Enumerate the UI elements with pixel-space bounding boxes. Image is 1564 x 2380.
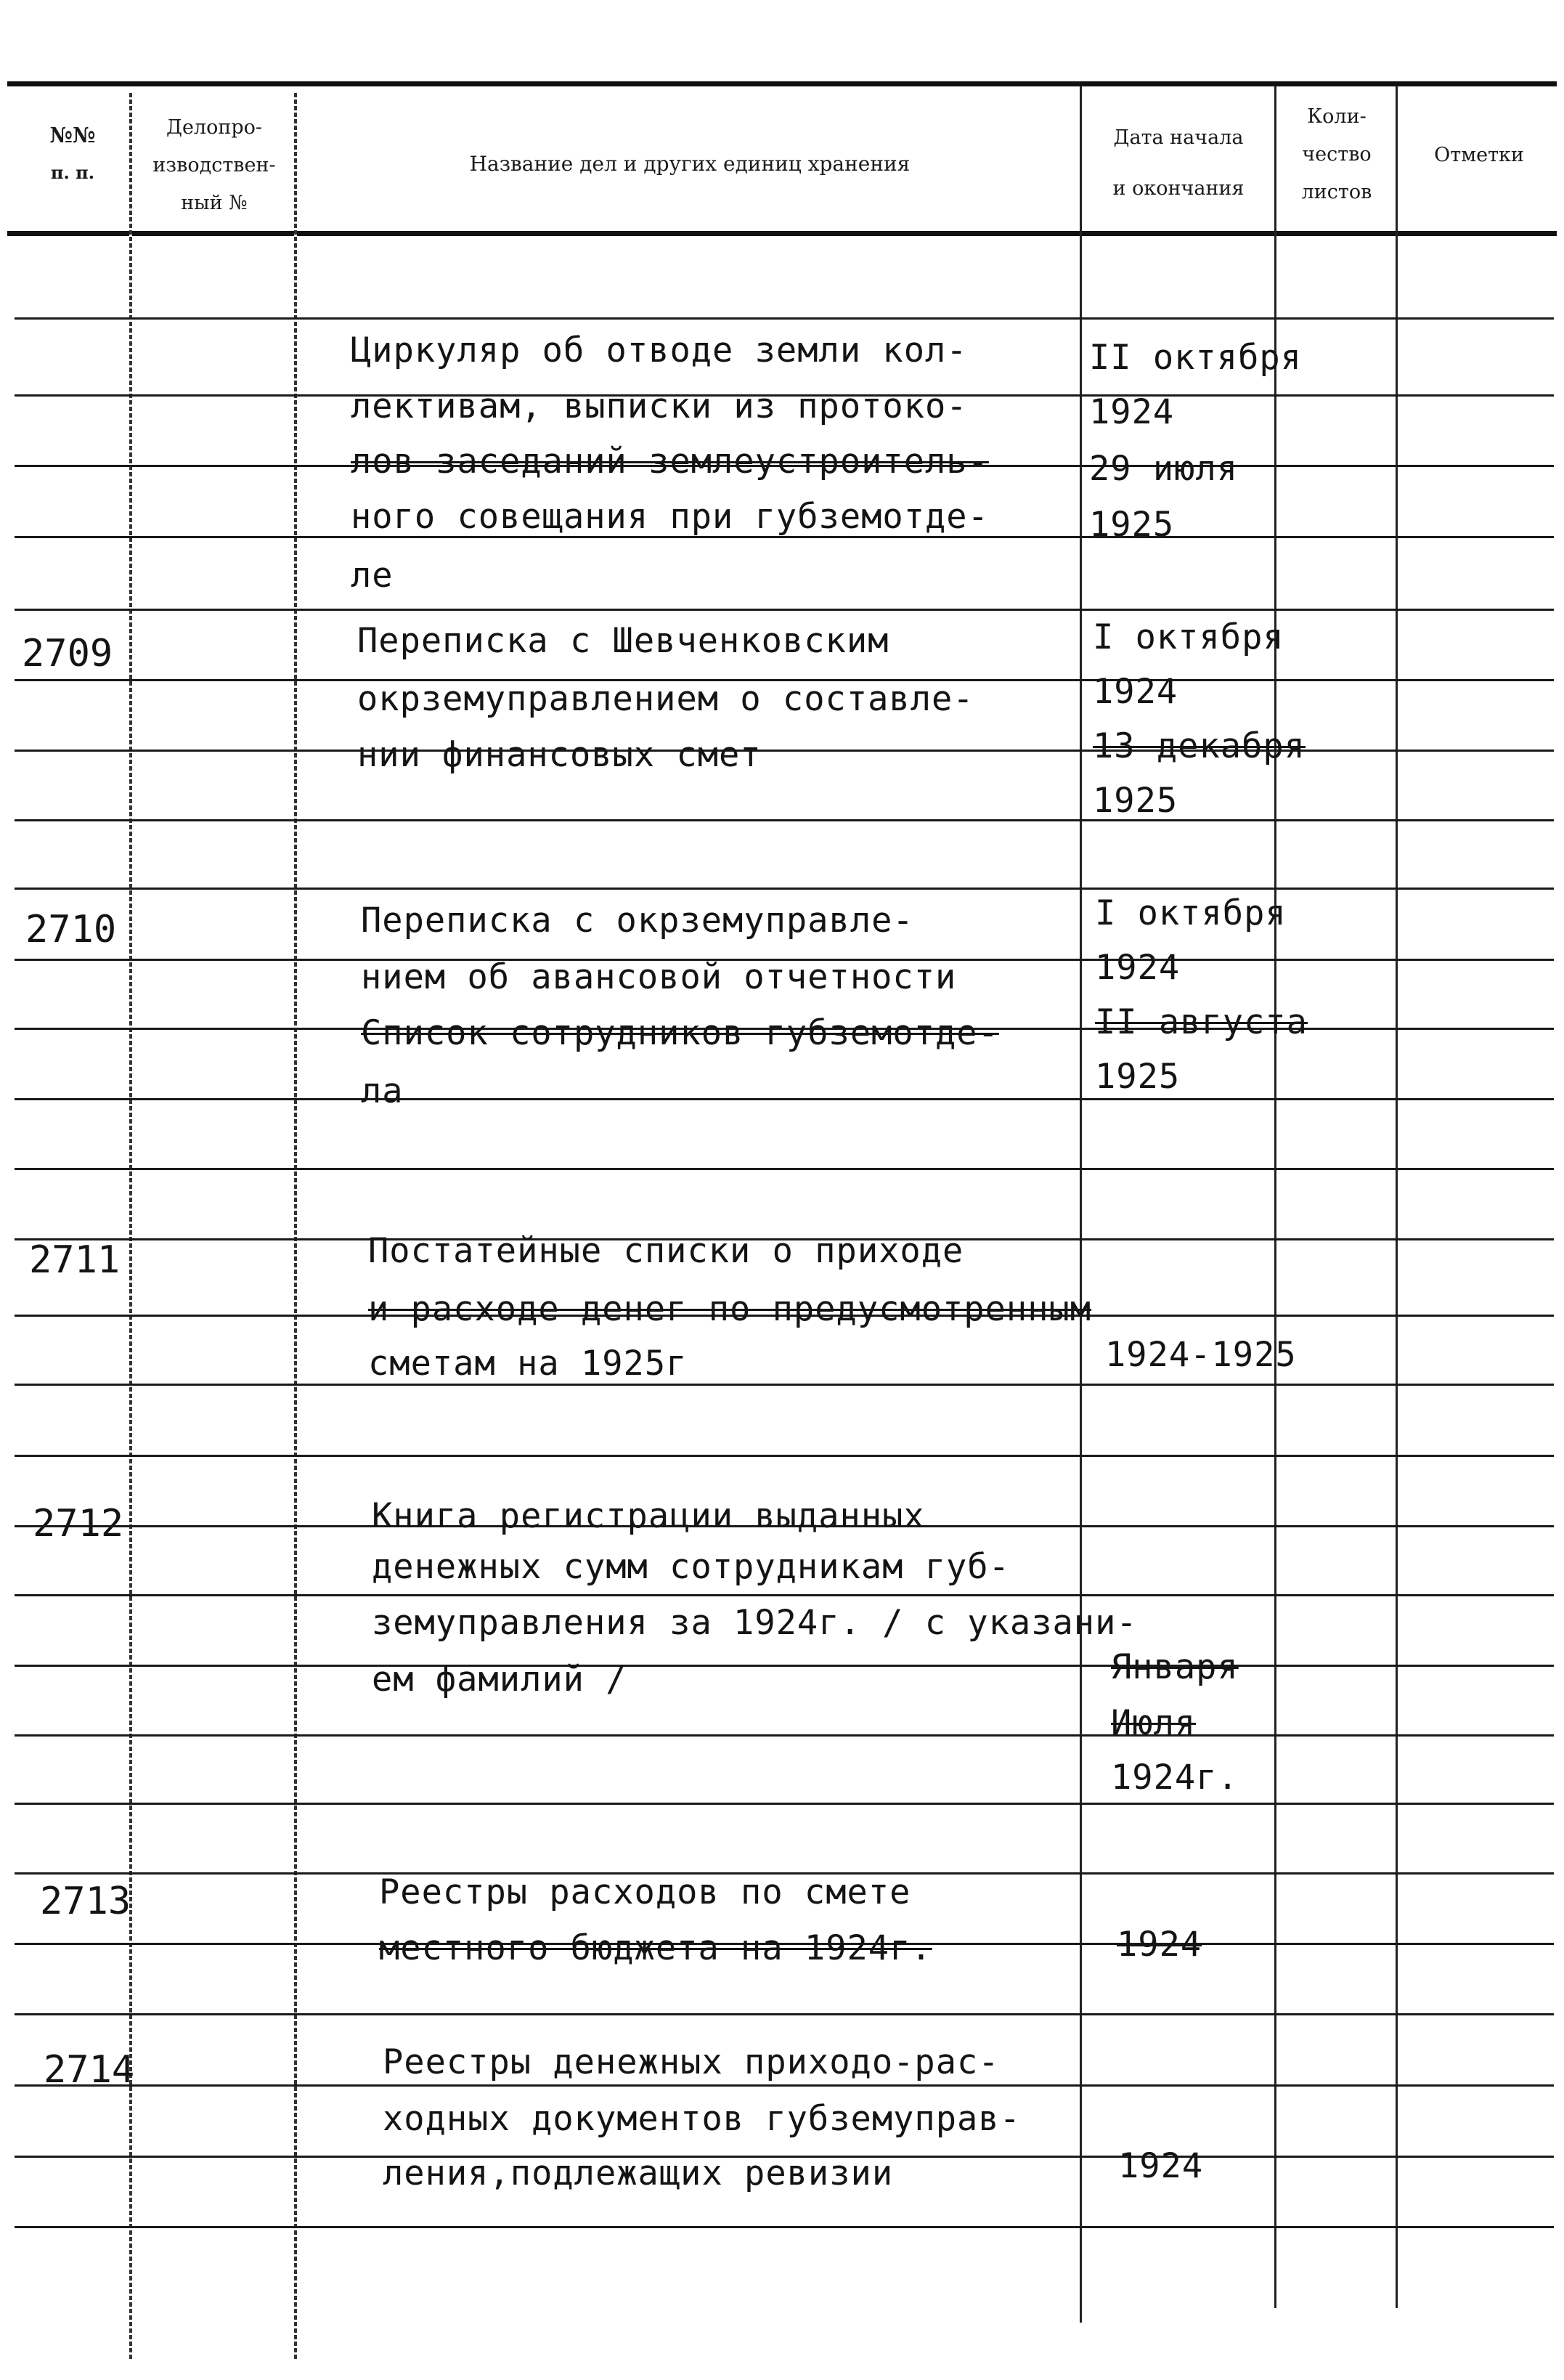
header-office-line2: изводствен- <box>152 154 276 176</box>
entry-title-line: и расходе денег по предусмотренным <box>368 1289 1092 1329</box>
entry-date-line: Января <box>1111 1647 1239 1687</box>
header-office-line1: Делопро- <box>166 116 262 139</box>
entry-date-line: 1925 <box>1093 781 1178 821</box>
header-sheets-line3: листов <box>1301 181 1372 203</box>
entry-number: 2711 <box>29 1238 121 1282</box>
entry-title-line: ем фамилий / <box>372 1660 627 1699</box>
entry-date-line: 13 декабря <box>1093 726 1306 766</box>
entry-number: 2714 <box>44 2048 135 2092</box>
entry-date-line: 1924 <box>1089 392 1175 432</box>
entry-title-line: ного совещания при губземотде- <box>351 497 989 537</box>
entry-date-line: 1924 <box>1117 1925 1202 1965</box>
entry-title-line: Переписка с Шевченковским <box>357 621 889 661</box>
header-sheets-line1: Коли- <box>1307 105 1367 128</box>
header-top-rule <box>7 81 1557 86</box>
entry-title-line: ла <box>361 1071 404 1111</box>
entry-title-line: Книга регистрации выданных <box>372 1496 925 1536</box>
entry-title-line: земуправления за 1924г. / с указани- <box>372 1603 1138 1643</box>
header-dates-line1: Дата начала <box>1113 126 1244 149</box>
entry-date-line: 1924г. <box>1111 1758 1239 1798</box>
entry-date-line: 1924 <box>1095 948 1181 988</box>
entry-title-line: нием об авансовой отчетности <box>361 957 957 997</box>
entry-title-line: окрземуправлением о составле- <box>357 679 974 719</box>
entry-date-line: Июля <box>1111 1703 1197 1743</box>
entry-number: 2713 <box>40 1880 131 1923</box>
entry-title-line: ления,подлежащих ревизии <box>383 2153 894 2193</box>
entry-title-line: ходных документов губземуправ- <box>383 2099 1021 2139</box>
entry-title-line: лов заседаний землеустроитель- <box>351 442 989 482</box>
header-dates-line2: и окончания <box>1112 177 1245 200</box>
entry-title-line: Переписка с окрземуправле- <box>361 901 914 941</box>
header-sheets-line2: чество <box>1302 143 1372 166</box>
entry-title-line: местного бюджета на 1924г. <box>379 1928 932 1968</box>
entry-number: 2712 <box>33 1502 124 1546</box>
entry-title-line: Циркуляр об отводе земли кол- <box>351 330 968 370</box>
entry-title-line: Реестры денежных приходо-рас- <box>383 2042 1000 2082</box>
header-notes <box>1399 137 1559 174</box>
header-title <box>305 145 1075 183</box>
column-divider-4 <box>1274 86 1276 2308</box>
entry-date-line: 29 июля <box>1089 449 1239 489</box>
entry-date-line: 1924-1925 <box>1105 1335 1297 1375</box>
entry-date-line: I октября <box>1095 893 1287 933</box>
entry-date-line: 1925 <box>1089 505 1175 545</box>
entry-title-line: денежных сумм сотрудникам губ- <box>372 1547 1010 1587</box>
header-number <box>15 116 131 192</box>
header-bottom-rule <box>7 231 1557 236</box>
entry-title-line: нии финансовых смет <box>357 735 762 775</box>
entry-title-line: ле <box>351 556 394 596</box>
header-number-line2: п. п. <box>50 162 95 183</box>
header-sheets <box>1278 98 1396 211</box>
header-dates <box>1083 113 1274 214</box>
column-divider-5 <box>1396 86 1398 2308</box>
column-divider-1 <box>129 93 132 2359</box>
entry-date-line: II августа <box>1095 1002 1308 1042</box>
header-notes-text: Отметки <box>1434 144 1524 166</box>
entry-date-line: 1924 <box>1093 672 1178 712</box>
header-office-line3: ный № <box>181 192 248 214</box>
column-divider-3 <box>1080 86 1082 2323</box>
entry-title-line: лективам, выписки из протоко- <box>351 386 968 426</box>
entry-title-line: сметам на 1925г <box>368 1344 688 1384</box>
entry-date-line: 1924 <box>1118 2146 1204 2186</box>
entry-date-line: II октября <box>1089 338 1302 378</box>
header-office-number <box>134 109 294 222</box>
column-divider-2 <box>294 93 297 2359</box>
entry-date-line: I октября <box>1093 617 1284 657</box>
header-title-text: Название дел и других единиц хранения <box>469 152 911 176</box>
entry-title-line: Список сотрудников губземотде- <box>361 1013 999 1053</box>
entry-number: 2710 <box>25 908 117 951</box>
entry-title-line: Постатейные списки о приходе <box>368 1231 964 1271</box>
entry-title-line: Реестры расходов по смете <box>379 1872 911 1912</box>
entry-date-line: 1925 <box>1095 1057 1181 1097</box>
header-number-line1: №№ <box>49 123 96 147</box>
entry-number: 2709 <box>22 632 113 675</box>
